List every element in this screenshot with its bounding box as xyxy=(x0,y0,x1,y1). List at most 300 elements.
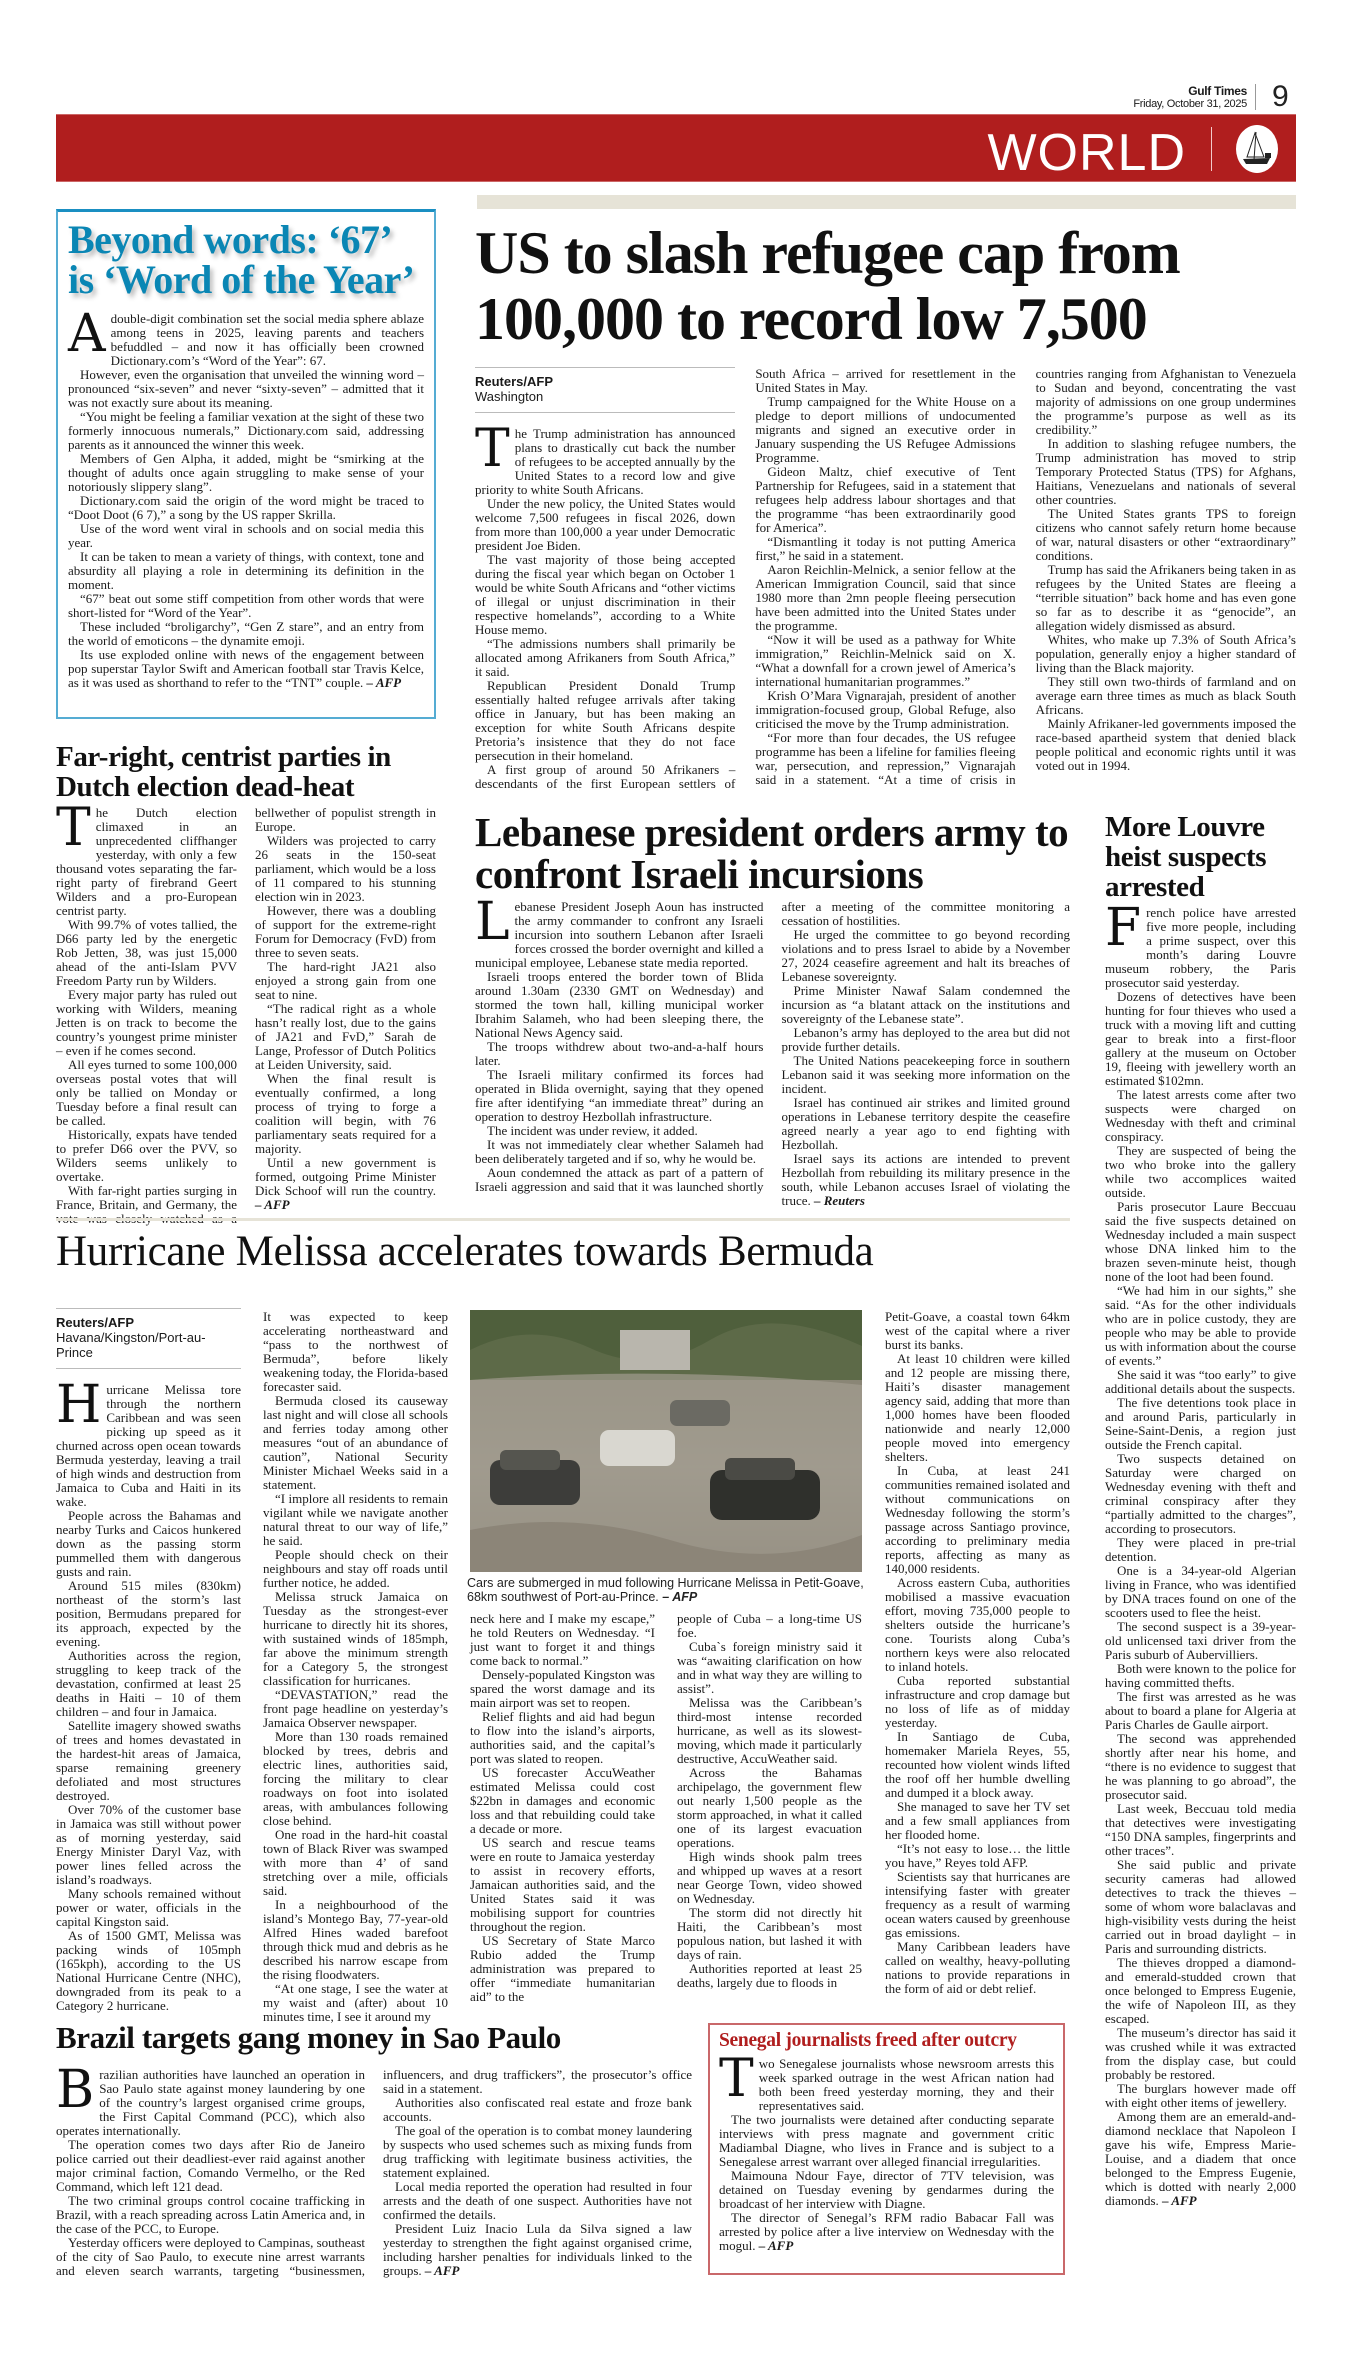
paragraph-text: One road in the hard-hit coastal town of Black River was swamped with more than 4’ of sand stretching over a mile, officials said. xyxy=(263,1827,448,1898)
paragraph-text: The Dutch election climaxed in an unprecedented cliffhanger yesterday, with only a few thousand votes separating the far-right party of firebrand Geert Wilders and a pro-European centrist party. xyxy=(56,798,237,918)
paragraph xyxy=(255,1072,436,1156)
paragraph-text: Among them are an emerald-and-diamond necklace that Napoleon I gave his wife, Empress Marie-Louise, and a diadem that once belonged to the Empress Eugenie, which is dotted with nearly 2,000 diamonds. xyxy=(1105,2109,1296,2208)
paragraph xyxy=(68,522,424,550)
paragraph xyxy=(263,1394,448,1492)
paragraph xyxy=(470,1668,655,1710)
byline xyxy=(475,367,735,413)
paragraph xyxy=(475,679,735,763)
section-rule xyxy=(56,1218,1070,1221)
paragraph-text: Paris prosecutor Laure Beccuau said the five suspects detained on Wednesday included a main suspect whose DNA linked him to the brazen seven-minute heist, though none of the loot had been found. xyxy=(1105,1199,1296,1284)
article-credit: – AFP xyxy=(366,675,402,690)
paragraph xyxy=(68,410,424,452)
paragraph-text: The goal of the operation is to combat money laundering by suspects who used schemes such as mixing funds from drug trafficking with legitimate business activities, the statement explained. xyxy=(383,2123,692,2180)
paragraph-text: “The radical right as a whole hasn’t really lost, due to the gains of JA21 and FvD,” Sarah de Lange, Professor of Dutch Politics at Leiden University, said. xyxy=(255,1001,436,1072)
paragraph xyxy=(755,633,1015,689)
paragraph xyxy=(475,637,735,679)
article-body xyxy=(1105,898,1296,2208)
paragraph xyxy=(56,1649,241,1719)
paragraph-text: However, even the organisation that unveiled the winning word – pronounced “six-seven” and never “sixty-seven” – admitted that it was not exactly sure about its meaning. xyxy=(68,367,424,410)
paragraph-text: “The admissions numbers shall primarily be allocated among Afrikaners from South Africa,” it said. xyxy=(475,636,736,679)
paragraph-text: Dictionary.com said the origin of the word might be traced to “Doot Doot (6 7),” a song by the US rapper Skrilla. xyxy=(68,493,424,522)
paragraph-text: In Santiago de Cuba, homemaker Mariela Reyes, 55, recounted how violent winds lifted the roof off her humble dwelling and dumped it a block away. xyxy=(885,1729,1070,1800)
paragraph-text: However, there was a doubling of support for the extreme-right Forum for Democracy (FvD) from three to seven seats. xyxy=(255,903,436,960)
paragraph-text: The first was arrested as he was about to board a plane for Algeria at Paris Charles de Gaulle airport. xyxy=(1105,1689,1296,1732)
paragraph-text: The United States grants TPS to foreign citizens who cannot safely return home because of war, natural disasters or other “extraordinary” conditions. xyxy=(1035,506,1296,563)
paragraph xyxy=(1105,1858,1296,1956)
paragraph xyxy=(255,960,436,1002)
paragraph xyxy=(475,1068,764,1124)
paragraph-text: Authorities also confiscated real estate and froze bank accounts. xyxy=(383,2095,692,2124)
paragraph xyxy=(719,2169,1054,2211)
paragraph-text: The Israeli military confirmed its forces had operated in Blida overnight, saying that they opened fire after identifying “an immediate threat” during an operation to destroy Hezbollah infrastructure. xyxy=(475,1067,764,1124)
paragraph xyxy=(1105,1452,1296,1536)
paragraph xyxy=(56,1128,237,1184)
page-number: 9 xyxy=(1272,80,1289,113)
headline: Far-right, centrist parties in Dutch election dead-heat xyxy=(56,741,391,803)
caption-text: Cars are submerged in mud following Hurricane Melissa in Petit-Goave, 68km southwest of Port-au-Prince. xyxy=(467,1576,864,1604)
banner-divider xyxy=(1211,127,1212,171)
paragraph-text: French police have arrested five more people, including a prime suspect, over this month’s daring Louvre museum robbery, the Paris prosecutor said yesterday. xyxy=(1105,898,1296,990)
paragraph-text: Cuba reported substantial infrastructure and crop damage but no loss of life as of midday yesterday. xyxy=(885,1673,1070,1730)
headline-line: 100,000 to record low 7,500 xyxy=(475,286,1147,352)
article-credit: – AFP xyxy=(255,1197,290,1212)
paragraph-text: Members of Gen Alpha, it added, might be “smirking at the thought of adults once again struggling to make sense of your notoriously slippery slang”. xyxy=(68,451,424,494)
paragraph xyxy=(885,1310,1070,1352)
paragraph xyxy=(68,494,424,522)
headline: Lebanese president orders army to confront Israeli incursions xyxy=(475,809,1069,897)
paragraph xyxy=(263,1548,448,1590)
paragraph xyxy=(677,1696,862,1766)
paragraph xyxy=(1105,2082,1296,2110)
paragraph xyxy=(677,1766,862,1850)
paragraph xyxy=(56,1375,241,1509)
paragraph xyxy=(56,1579,241,1649)
paragraph xyxy=(782,1054,1071,1096)
paragraph xyxy=(263,1310,448,1394)
paragraph-text: Last week, Beccuau told media that detectives were investigating “150 DNA samples, fingerprints and other traces”. xyxy=(1105,1801,1296,1858)
paragraph xyxy=(263,1982,448,2024)
paragraph xyxy=(885,1870,1070,1940)
paragraph-text: Its use exploded online with news of the engagement between pop superstar Taylor Swift and American football star Travis Kelce, as it was used as shorthand to refer to the “TNT” couple. xyxy=(68,647,424,690)
paragraph xyxy=(885,1730,1070,1800)
paragraph xyxy=(1105,2026,1296,2082)
paragraph-text: Over 70% of the customer base in Jamaica was still without power as of morning yesterday, said Energy Minister Daryl Vaz, with power lines felled across the island’s roadways. xyxy=(56,1802,241,1887)
paragraph-text: The Trump administration has announced plans to drastically cut back the number of refugees to be accepted annually by the United States to a record low and give priority to white South Africans. xyxy=(475,419,736,497)
word-of-year-box xyxy=(56,209,436,719)
byline-agency: Reuters/AFP xyxy=(56,1315,135,1330)
paragraph xyxy=(1105,1144,1296,1200)
paragraph-text: Krish O’Mara Vignarajah, president of another immigration-focused group, Global Refuge, also criticised the move by the Trump administration. xyxy=(755,688,1016,731)
paragraph xyxy=(475,553,735,637)
paragraph-text: The second was apprehended shortly after near his home, and “there is no evidence to suggest that he was planning to go abroad”, the prosecutor said. xyxy=(1105,1731,1296,1802)
paragraph xyxy=(885,1576,1070,1674)
paragraph-text: It can be taken to mean a variety of things, with context, tone and absurdity all playing a role in determining its definition in the moment. xyxy=(68,549,424,592)
page-meta xyxy=(1133,84,1256,110)
paragraph xyxy=(68,592,424,620)
paragraph-text: Trump has said the Afrikaners being taken in as refugees by the United States are fleeing a “terrible situation” back home and has even gone so far as to describe it as “genocide”, an allegation widely dismissed as absurd. xyxy=(1035,562,1296,633)
paragraph-text: Yesterday officers were deployed to Campinas, southeast of the city of Sao Paulo, to execute nine arrest warrants and eleven search warrants, targeting “businessmen, influencers, and drug traffickers”, the prosecutor’s office said in a statement. xyxy=(56,2067,692,2278)
paragraph xyxy=(56,1509,241,1579)
paragraph xyxy=(1036,675,1296,717)
paragraph-text: Two Senegalese journalists whose newsroom arrests this week sparked outrage in the west African nation had both been freed yesterday morning, they and their representatives said. xyxy=(719,2048,1054,2113)
section-banner xyxy=(56,114,1296,182)
paragraph-text: Maimouna Ndour Faye, director of 7TV television, was detained on Tuesday evening by gendarmes during the broadcast of her interview with Diagne. xyxy=(719,2167,1054,2211)
headline-line: US to slash refugee cap from xyxy=(475,220,1180,286)
paragraph-text: As of 1500 GMT, Melissa was packing winds of 105mph (165kph), according to the US National Hurricane Centre (NHC), downgraded from its peak to a Category 2 hurricane. xyxy=(56,1928,241,2013)
paragraph-text: “67” beat out some stiff competition from other words that were short-listed for “Word of the Year”. xyxy=(68,591,424,620)
paragraph xyxy=(56,1719,241,1803)
paragraph-text: Aaron Reichlin-Melnick, a senior fellow at the American Immigration Council, said that since 1980 more than 2mn people fleeing persecution have been admitted into the United States under the programme. xyxy=(755,562,1016,633)
paragraph xyxy=(475,1124,764,1138)
paragraph xyxy=(885,1464,1070,1576)
paragraph xyxy=(782,984,1071,1026)
paragraph xyxy=(1036,633,1296,675)
paragraph xyxy=(1105,898,1296,990)
byline xyxy=(56,1308,241,1369)
paragraph xyxy=(782,1096,1071,1152)
paragraph-text: Wilders was projected to carry 26 seats in the 150-seat parliament, which would be a loss of 11 compared to his stunning election win in 2023. xyxy=(255,833,436,904)
paragraph-text: It was expected to keep accelerating northeastward and “pass to the northwest of Bermuda”, before likely weakening today, the Florida-based forecaster said. xyxy=(263,1309,448,1394)
byline-location: Washington xyxy=(475,389,544,404)
paragraph-text: Both were known to the police for having committed thefts. xyxy=(1105,1661,1296,1690)
paragraph-text: Lebanon’s army has deployed to the area but did not provide further details. xyxy=(781,1025,1070,1054)
paragraph xyxy=(885,1800,1070,1842)
paragraph-text: Hurricane Melissa tore through the northern Caribbean and was seen picking up speed as it churned across open ocean towards Bermuda yesterday, leaving a trail of high winds and destruction from Jamaica to Cuba and Haiti in its wake. xyxy=(56,1375,241,1509)
paragraph xyxy=(263,1590,448,1688)
paragraph xyxy=(56,1058,237,1128)
paragraph xyxy=(475,1138,764,1166)
paragraph-text: The five detentions took place in and around Paris, particularly in Seine-Saint-Denis, a region just outside the French capital. xyxy=(1105,1395,1296,1452)
paragraph-text: They were placed in pre-trial detention. xyxy=(1105,1535,1296,1564)
paragraph-text: The two journalists were detained after conducting separate interviews with press magnate and government critic Madiambal Diagne, who lives in France and is subject to a Senegalese arrest warrant over alleged financial irregularities. xyxy=(719,2111,1054,2169)
paragraph-text: Densely-populated Kingston was spared the worst damage and its main airport was set to reopen. xyxy=(470,1667,655,1710)
paragraphs xyxy=(56,1375,241,2013)
paragraph xyxy=(68,648,424,690)
paragraph xyxy=(1105,1690,1296,1732)
paragraph xyxy=(1105,1732,1296,1802)
paragraph-text: Israel says its actions are intended to prevent Hezbollah from rebuilding its military presence in the south, while Lebanon accuses Israel of violating the truce. xyxy=(781,1151,1070,1208)
paragraph xyxy=(475,970,764,1040)
paragraph-text: Dozens of detectives have been hunting for four thieves who used a truck with a moving lift and cutting gear to break into a first-floor gallery at the museum on October 19, fleeing with jewellery worth an estimated $102mn. xyxy=(1105,989,1296,1088)
paragraph-text: She managed to save her TV set and a few small appliances from her flooded home. xyxy=(885,1799,1070,1842)
paragraph xyxy=(885,1842,1070,1870)
paragraph xyxy=(1105,2110,1296,2208)
paragraph-text: The museum’s director has said it was crushed while it was extracted from the display case, but could probably be restored. xyxy=(1105,2025,1296,2082)
paragraph xyxy=(263,1898,448,1982)
byline-location: Havana/Kingston/Port-au-Prince xyxy=(56,1330,206,1360)
paragraph-text: The second suspect is a 39-year-old unlicensed taxi driver from the Paris suburb of Aubervilliers. xyxy=(1105,1619,1296,1662)
paragraph xyxy=(677,1962,862,1990)
paragraph-text: Authorities reported at least 25 deaths, largely due to floods in xyxy=(677,1961,862,1990)
paragraph-text: “For more than four decades, the US refugee programme has been a lifeline for families fleeing war, persecution, and repression,” Vignarajah said in a statement. “At a time of crisis in countries ranging from Afghanistan to Venezuela to Sudan and beyond, concentrating the vast majority of admissions on one group undermines the programme’s purpose as well as its credibility.” xyxy=(755,366,1296,787)
paragraph xyxy=(755,689,1015,731)
paragraph xyxy=(1105,1956,1296,2026)
paragraph xyxy=(470,1612,655,1668)
issue-date: Friday, October 31, 2025 xyxy=(1133,98,1247,110)
paragraph xyxy=(885,1940,1070,1996)
paragraph xyxy=(56,988,237,1058)
paragraph-text: She said it was “too early” to give additional details about the suspects. xyxy=(1105,1367,1296,1396)
paragraph-text: The United Nations peacekeeping force in southern Lebanon said it was seeking more information on the incident. xyxy=(781,1053,1070,1096)
paragraph xyxy=(1105,1088,1296,1144)
paragraph-text: The two criminal groups control cocaine trafficking in Brazil, with a reach spreading across Latin America and, in the case of the PCC, to Europe. xyxy=(56,2193,365,2236)
publication-name: Gulf Times xyxy=(1188,84,1247,98)
paragraph xyxy=(475,497,735,553)
paragraph xyxy=(719,2211,1054,2253)
paragraph xyxy=(383,2222,692,2278)
article-body xyxy=(475,892,1070,1208)
paragraph xyxy=(475,419,736,497)
paragraph xyxy=(719,2048,1054,2113)
paragraph-text: The incident was under review, it added. xyxy=(487,1123,698,1138)
paragraph xyxy=(263,1688,448,1730)
paragraph-text: “I implore all residents to remain vigilant while we navigate another natural threat to our way of life,” he said. xyxy=(263,1491,448,1548)
paragraph xyxy=(68,452,424,494)
paragraph xyxy=(1036,717,1296,773)
paragraph-text: People should check on their neighbours and stay off roads until further notice, he added. xyxy=(263,1547,448,1590)
paragraph-text: With far-right parties surging in France, Britain, and Germany, the bellwether of populist strength in Europe. xyxy=(56,805,436,1212)
paragraph-text: The burglars however made off with eight other items of jewellery. xyxy=(1105,2081,1296,2110)
paragraph-text: These included “broligarchy”, “Gen Z stare”, and an entry from the world of emoticons – the dynamite emoji. xyxy=(68,619,424,648)
paragraph-text: Trump campaigned for the White House on a pledge to deport millions of undocumented migrants and signed an executive order in January suspending the US Refugee Admissions Programme. xyxy=(755,394,1016,465)
paragraph-text: Cuba`s foreign ministry said it was “awaiting clarification on how and in what way they are willing to assist”. xyxy=(677,1639,862,1696)
paragraph-text: US Secretary of State Marco Rubio added the Trump administration was prepared to offer “immediate humanitarian aid” to the xyxy=(470,1933,655,2004)
paragraph xyxy=(383,2124,692,2180)
article-column xyxy=(885,1310,1070,1996)
paragraph-text: Brazilian authorities have launched an operation in Sao Paulo state against money laundering by one of the country’s largest organised crime groups, the First Capital Command (PCC), which also operates internationally. xyxy=(56,2060,365,2138)
paragraph xyxy=(1105,1662,1296,1690)
paragraph-text: When the final result is eventually confirmed, a long process of trying to forge a coalition will begin, with 76 parliamentary seats required for a majority. xyxy=(255,1071,436,1156)
paragraph xyxy=(56,798,237,918)
paragraph xyxy=(885,1352,1070,1464)
paragraph-text: “You might be feeling a familiar vexation at the sight of these two formerly innocuous numerals,” Dictionary.com said, addressing parents as it announced the winner this week. xyxy=(68,409,424,452)
paragraph-text: Lebanese President Joseph Aoun has instructed the army commander to confront any Israeli incursion into southern Lebanon after Israeli forces crossed the border overnight and killed a municipal employee, Lebanese state media reported. xyxy=(475,892,764,970)
paragraph xyxy=(56,2060,365,2138)
paragraph xyxy=(885,1674,1070,1730)
paragraph-text: Every major party has ruled out working with Wilders, meaning Jetten is on track to become the country’s youngest prime minister – even if he comes second. xyxy=(56,987,237,1058)
paragraph xyxy=(470,1710,655,1766)
article-column xyxy=(56,1308,241,2013)
article-credit: – AFP xyxy=(1162,2193,1197,2208)
paragraph xyxy=(755,465,1015,535)
paragraph xyxy=(1036,437,1296,507)
paragraph xyxy=(677,1640,862,1696)
byline-agency: Reuters/AFP xyxy=(475,374,554,389)
paragraph xyxy=(782,1152,1071,1208)
article-credit: – Reuters xyxy=(813,1193,865,1208)
paragraph-text: High winds shook palm trees and whipped up waves at a resort near George Town, video showed on Wednesday. xyxy=(677,1849,862,1906)
paragraph xyxy=(263,1828,448,1898)
paragraph-text: Around 515 miles (830km) northeast of the storm’s last position, Bermudans prepared for its approach, expected by the evening. xyxy=(56,1578,241,1649)
paragraph xyxy=(56,1803,241,1887)
paragraph xyxy=(1105,1802,1296,1858)
paragraph-text: “Dismantling it today is not putting America first,” he said in a statement. xyxy=(755,534,1016,563)
paragraph-text: “DEVASTATION,” read the front page headline on yesterday’s Jamaica Observer newspaper. xyxy=(263,1687,448,1730)
dhow-boat-icon xyxy=(1234,124,1280,174)
paragraph xyxy=(56,1887,241,1929)
paragraph-text: Across eastern Cuba, authorities mobilised a massive evacuation effort, moving 735,000 people to shelters outside the hurricane’s cone. Tourists along Cuba’s northern keys were also relocated to inland hotels. xyxy=(885,1575,1070,1674)
paragraph-text: Until a new government is formed, outgoing Prime Minister Dick Schoof will run the country. xyxy=(255,1155,436,1198)
paragraph xyxy=(1105,1620,1296,1662)
paragraph xyxy=(782,1026,1071,1054)
hurricane-photo xyxy=(470,1310,862,1572)
paragraph-text: Satellite imagery showed swaths of trees and homes devastated in the hardest-hit areas of Jamaica, sparse remaining greenery defoliated and most structures destroyed. xyxy=(56,1718,241,1803)
beige-rule xyxy=(477,195,1296,209)
article-credit: – AFP xyxy=(424,2263,460,2278)
paragraph xyxy=(755,563,1015,633)
senegal-box xyxy=(708,2023,1065,2275)
headline: Senegal journalists freed after outcry xyxy=(719,2030,1017,2051)
paragraph xyxy=(68,620,424,648)
paragraph xyxy=(255,1156,436,1212)
article-body xyxy=(68,304,424,690)
paragraph-text: People across the Bahamas and nearby Turks and Caicos hunkered down as the passing storm pummelled them with dangerous gusts and rain. xyxy=(56,1508,241,1579)
paragraph-text: The storm did not directly hit Haiti, the Caribbean’s most populous nation, but lashed it with days of rain. xyxy=(677,1905,862,1962)
paragraph-text: Bermuda closed its causeway last night and will close all schools and ferries today among other measures “out of an abundance of caution”, National Security Minister Michael Weeks said in a statement. xyxy=(263,1393,448,1492)
paragraph xyxy=(470,1836,655,1934)
article-column xyxy=(263,1310,448,2024)
paragraph-text: Many schools remained without power or water, officials in the capital Kingston said. xyxy=(56,1886,241,1929)
paragraph-text: “At one stage, I see the water at my waist and (after) about 10 minutes time, I see it around my xyxy=(263,1981,448,2024)
paragraph xyxy=(677,1612,862,1640)
paragraph-text: Adouble-digit combination set the social media sphere ablaze among teens in 2025, leaving parents and teachers befuddled – and now it has officially been crowned Dictionary.com’s “Word of the Year”: 67. xyxy=(68,304,424,368)
paragraph-text: Across the Bahamas archipelago, the government flew out nearly 1,500 people as the storm approached, in what it called one of its largest evacuation operations. xyxy=(677,1765,862,1850)
paragraph-text: The thieves dropped a diamond- and emerald-studded crown that once belonged to Empress Eugenie, the wife of Napoleon III, as they escaped. xyxy=(1105,1955,1296,2026)
paragraph xyxy=(755,535,1015,563)
lead-article-body xyxy=(475,367,1296,791)
paragraph-text: Scientists say that hurricanes are intensifying faster with greater frequency as a result of warming ocean waters caused by greenhouse gas emissions. xyxy=(885,1869,1070,1940)
article-body xyxy=(719,2048,1054,2253)
paragraph-text: Melissa was the Caribbean’s third-most intense recorded hurricane, as well as its slowest-moving, which made it particularly destructive, AccuWeather said. xyxy=(677,1695,862,1766)
paragraph xyxy=(475,892,764,970)
paragraph-text: The vast majority of those being accepted during the fiscal year which began on October 1 would be white South Africans and “other victims of illegal or unjust discrimination in their respective homelands”, according to a White House memo. xyxy=(475,552,736,637)
headline: Hurricane Melissa accelerates towards Bermuda xyxy=(56,1228,874,1275)
paragraph xyxy=(755,395,1015,465)
paragraph-text: Aoun condemned the attack as part of a pattern of Israeli aggression and said that it was launched shortly after a meeting of the committee monitoring a cessation of hostilities. xyxy=(475,899,1070,1194)
paragraph xyxy=(56,918,237,988)
article-body xyxy=(56,2060,692,2278)
paragraph xyxy=(263,1492,448,1548)
paragraph-text: Israeli troops entered the border town of Blida around 1.30am (2330 GMT on Wednesday) and stormed the town hall, killing municipal worker Ibrahim Salameh, who had been sleeping there, the National News Agency said. xyxy=(475,969,764,1040)
paragraph-text: She said public and private security cameras had allowed detectives to track the thieves – some of whom wore balaclavas and high-visibility vests during the heist carried out in broad daylight – in Paris and surrounding districts. xyxy=(1105,1857,1296,1956)
paragraph-text: Mainly Afrikaner-led governments imposed the race-based apartheid system that denied black people political and economic rights until it was voted out in 1994. xyxy=(1035,716,1296,773)
paragraph-text: With 99.7% of votes tallied, the D66 party led by the energetic Rob Jetten, 38, was just 15,000 ahead of the anti-Islam PVV Freedom Party run by Wilders. xyxy=(56,917,237,988)
paragraph-text: US search and rescue teams were en route to Jamaica yesterday to assist in recovery efforts, Jamaican authorities said, and the United States said it was mobilising support for countries throughout the region. xyxy=(470,1835,655,1934)
paragraph-text: Use of the word went viral in schools and on social media this year. xyxy=(68,521,424,550)
paragraph-text: Authorities across the region, struggling to keep track of the devastation, confirmed at least 25 deaths in Haiti – 10 of them children – and four in Jamaica. xyxy=(56,1648,241,1719)
paragraph xyxy=(56,2138,365,2194)
paragraph-text: In addition to slashing refugee numbers, the Trump administration has moved to strip Temporary Protected Status (TPS) for Afghans, Haitians, Venezuelans and nationals of several other countries. xyxy=(1035,436,1296,507)
paragraph-text: It was not immediately clear whether Salameh had been deliberately targeted and if so, why he would be. xyxy=(475,1137,764,1166)
paragraph-text: people of Cuba – a long-time US foe. xyxy=(677,1611,862,1640)
paragraph xyxy=(1105,1536,1296,1564)
paragraph xyxy=(383,2180,692,2222)
paragraph xyxy=(1036,563,1296,633)
paragraph-text: neck here and I make my escape,” he told Reuters on Wednesday. “I just want to forget it and things come back to normal.” xyxy=(470,1611,655,1668)
photo-caption xyxy=(467,1576,867,1604)
paragraph-text: “Now it will be used as a pathway for White immigration,” Reichlin-Melnick said on X. “What a downfall for a crown jewel of America’s international humanitarian programmes.” xyxy=(755,632,1016,689)
paragraph xyxy=(255,904,436,960)
paragraph xyxy=(677,1906,862,1962)
paragraph-text: Under the new policy, the United States would welcome 7,500 refugees in fiscal 2026, down from more than 100,000 a year under Democratic president Joe Biden. xyxy=(475,496,736,553)
headline: Beyond words: ‘67’ is ‘Word of the Year’ xyxy=(68,217,415,302)
paragraph-text: Melissa struck Jamaica on Tuesday as the strongest-ever hurricane to directly hit its shores, with sustained winds of 185mph, far above the minimum strength for a Category 5, the strongest classification for hurricanes. xyxy=(263,1589,448,1688)
section-title: WORLD xyxy=(987,124,1186,182)
paragraph-text: Local media reported the operation had resulted in four arrests and the death of one suspect. Authorities have not confirmed the details. xyxy=(383,2179,692,2222)
paragraph-text: Two suspects detained on Saturday were charged on Wednesday evening with theft and criminal conspiracy after they “partially admitted to the charges”, according to prosecutors. xyxy=(1105,1451,1296,1536)
paragraph xyxy=(68,550,424,592)
paragraph-text: All eyes turned to some 100,000 overseas postal votes that will only be tallied on Monday or Tuesday before a final result can be called. xyxy=(56,1057,237,1128)
paragraph-text: In Cuba, at least 241 communities remained isolated and without communications on Wednesday following the storm’s passage across Santiago province, according to preliminary media reports, affecting as many as 140,000 residents. xyxy=(885,1463,1070,1576)
paragraph-text: Gideon Maltz, chief executive of Tent Partnership for Refugees, said in a statement that refugees help address labour shortages and that the programme “has been extraordinarily good for America”. xyxy=(755,464,1016,535)
paragraph-text: Relief flights and aid had begun to flow into the island’s airports, authorities said, and the capital’s port was slated to reopen. xyxy=(470,1709,655,1766)
paragraph-text: US forecaster AccuWeather estimated Melissa could cost $22bn in damages and economic loss and that rebuilding could take a decade or more. xyxy=(470,1765,655,1836)
paragraph xyxy=(56,1929,241,2013)
paragraph xyxy=(470,1934,655,2004)
paragraph-text: “We had him in our sights,” she said. “As for the other individuals who are in police custody, they are people who may be able to provide us with information about the course of events.” xyxy=(1105,1283,1296,1368)
paragraph-text: They still own two-thirds of farmland and on average earn three times as much as black South Africans. xyxy=(1035,674,1296,717)
paragraph-text: Whites, who make up 7.3% of South Africa’s population, generally enjoy a higher standard of living than the Black majority. xyxy=(1035,632,1296,675)
paragraph xyxy=(383,2096,692,2124)
paragraph-text: The latest arrests come after two suspects were charged on Wednesday with theft and criminal conspiracy. xyxy=(1105,1087,1296,1144)
paragraph-text: The hard-right JA21 also enjoyed a strong gain from one seat to nine. xyxy=(255,959,436,1002)
paragraph xyxy=(1105,1368,1296,1396)
paragraph-text: More than 130 roads remained blocked by trees, debris and electric lines, authorities said, forcing the military to clear roadways on foot into isolated areas, with ambulances following close behind. xyxy=(263,1729,448,1828)
caption-credit: – AFP xyxy=(662,1590,698,1604)
paragraph-text: In a neighbourhood of the island’s Montego Bay, 77-year-old Alfred Hines waded barefoot through thick mud and debris as he described his narrow escape from the rising floodwaters. xyxy=(263,1897,448,1982)
paragraph xyxy=(470,1766,655,1836)
headline: More Louvre heist suspects arrested xyxy=(1105,811,1267,903)
paragraphs xyxy=(475,367,1296,791)
paragraph xyxy=(1105,1564,1296,1620)
paragraph-text: The troops withdrew about two-and-a-half hours later. xyxy=(475,1039,764,1068)
paragraph-text: President Luiz Inacio Lula da Silva signed a law yesterday to strengthen the fight against organised crime, including harsher penalties for individuals linked to the groups. xyxy=(383,2221,692,2278)
lead-headline xyxy=(475,220,1305,352)
paragraph-text: The director of Senegal’s RFM radio Babacar Fall was arrested by police after a live interview on Wednesday with the mogul. xyxy=(719,2209,1054,2253)
paragraph xyxy=(475,1040,764,1068)
article-credit: – AFP xyxy=(758,2237,794,2253)
paragraph-text: “It’s not easy to lose… the little you have,” Reyes told AFP. xyxy=(885,1841,1070,1870)
paragraph-text: Israel has continued air strikes and limited ground operations in Lebanese territory despite the ceasefire agreed nearly a year ago to end fighting with Hezbollah. xyxy=(781,1095,1070,1152)
paragraph xyxy=(1105,1284,1296,1368)
paragraph xyxy=(1105,990,1296,1088)
paragraph-text: Republican President Donald Trump essentially halted refugee arrivals after taking office in January, but has been making an exception for white South Africans despite Pretoria’s insistence that they do not face persecution in their homeland. xyxy=(475,678,736,763)
article-body xyxy=(56,798,436,1226)
paragraph xyxy=(782,928,1071,984)
paragraph-text: One is a 34-year-old Algerian living in France, who was identified by DNA traces found on one of the scooters used to flee the heist. xyxy=(1105,1563,1296,1620)
paragraph xyxy=(719,2113,1054,2169)
paragraph xyxy=(255,1002,436,1072)
paragraph xyxy=(1036,507,1296,563)
paragraph-text: The operation comes two days after Rio de Janeiro police carried out their deadliest-ever raid against another major criminal faction, Comando Vermelho, or the Red Command, which left 121 dead. xyxy=(56,2137,365,2194)
paragraph xyxy=(677,1850,862,1906)
paragraph-text: He urged the committee to go beyond recording violations and to press Israel to abide by a November 27, 2024 ceasefire agreement and halt its breaches of Lebanese sovereignty. xyxy=(781,927,1070,984)
paragraph-text: Many Caribbean leaders have called on wealthy, heavy-polluting nations to provide reparations in the form of aid or debt relief. xyxy=(885,1939,1070,1996)
paragraph-text: Historically, expats have tended to prefer D66 over the PVV, so Wilders seems unlikely to overtake. xyxy=(56,1127,237,1184)
paragraph-text: Petit-Goave, a coastal town 64km west of the capital where a river burst its banks. xyxy=(885,1309,1070,1352)
paragraph xyxy=(68,304,424,368)
paragraph xyxy=(68,368,424,410)
paragraph xyxy=(255,834,436,904)
paragraph-text: A first group of around 50 Afrikaners – descendants of the first European settlers of South Africa – arrived for resettlement in the United States in May. xyxy=(475,366,1016,791)
paragraph xyxy=(56,2194,365,2236)
article-column xyxy=(470,1612,655,2004)
paragraph-text: At least 10 children were killed and 12 people are missing there, Haiti’s disaster management agency said, adding that more than 1,000 homes have been flooded nationwide and nearly 12,000 people moved into emergency shelters. xyxy=(885,1351,1070,1464)
paragraph xyxy=(1105,1396,1296,1452)
article-column xyxy=(677,1612,862,1990)
paragraph xyxy=(1105,1200,1296,1284)
headline: Brazil targets gang money in Sao Paulo xyxy=(56,2020,561,2055)
